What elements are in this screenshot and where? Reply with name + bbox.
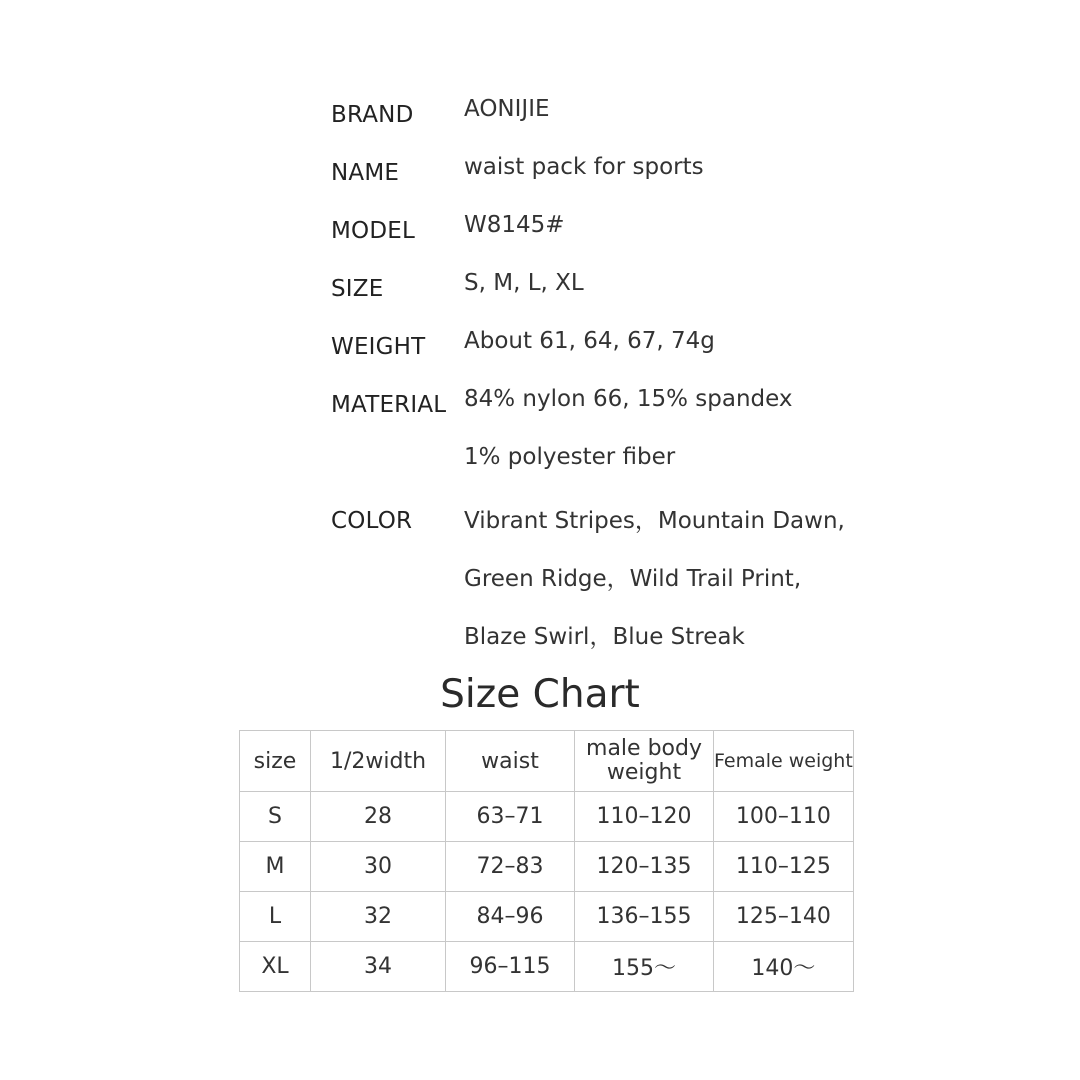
spec-row-color bbox=[331, 488, 931, 546]
table-cell: 140～ bbox=[714, 942, 854, 992]
spec-row-color-cont bbox=[331, 546, 931, 604]
table-row bbox=[240, 942, 854, 992]
spec-label: BRAND bbox=[331, 102, 414, 128]
spec-row-weight bbox=[331, 314, 931, 372]
spec-value: 84% nylon 66, 15% spandex bbox=[464, 386, 793, 412]
table-cell: 34 bbox=[311, 942, 446, 992]
spec-label: COLOR bbox=[331, 508, 413, 534]
header-size: size bbox=[240, 731, 311, 792]
table-cell: 72–83 bbox=[446, 842, 575, 892]
table-cell: 28 bbox=[311, 792, 446, 842]
spec-row-material bbox=[331, 372, 931, 430]
spec-row-name bbox=[331, 140, 931, 198]
table-cell: 63–71 bbox=[446, 792, 575, 842]
spec-label: MODEL bbox=[331, 218, 416, 244]
table-cell: 84–96 bbox=[446, 892, 575, 942]
spec-value: Vibrant Stripes，Mountain Dawn, bbox=[464, 508, 845, 534]
table-cell: S bbox=[240, 792, 311, 842]
table-header-row bbox=[240, 731, 854, 792]
table-cell: 110–125 bbox=[714, 842, 854, 892]
table-cell: M bbox=[240, 842, 311, 892]
spec-value: AONIJIE bbox=[464, 96, 550, 122]
spec-value: S, M, L, XL bbox=[464, 270, 584, 296]
table-cell: 30 bbox=[311, 842, 446, 892]
spec-value: waist pack for sports bbox=[464, 154, 704, 180]
table-row bbox=[240, 842, 854, 892]
spec-label: NAME bbox=[331, 160, 400, 186]
spec-row-material-cont bbox=[331, 430, 931, 488]
spec-row-color-cont bbox=[331, 604, 931, 662]
table-cell: 125–140 bbox=[714, 892, 854, 942]
table-cell: 155～ bbox=[575, 942, 714, 992]
size-chart-table bbox=[239, 730, 854, 992]
spec-label: WEIGHT bbox=[331, 334, 426, 360]
header-female-weight: Female weight bbox=[714, 731, 854, 792]
spec-value: Green Ridge，Wild Trail Print, bbox=[464, 566, 802, 592]
table-cell: 100–110 bbox=[714, 792, 854, 842]
table-cell: 136–155 bbox=[575, 892, 714, 942]
spec-value: About 61, 64, 67, 74g bbox=[464, 328, 715, 354]
spec-row-size bbox=[331, 256, 931, 314]
spec-row-brand bbox=[331, 82, 931, 140]
spec-value: W8145# bbox=[464, 212, 565, 238]
spec-value: Blaze Swirl，Blue Streak bbox=[464, 624, 745, 650]
table-cell: L bbox=[240, 892, 311, 942]
table-row bbox=[240, 892, 854, 942]
size-chart-title: Size Chart bbox=[440, 672, 640, 717]
table-cell: 110–120 bbox=[575, 792, 714, 842]
header-half-width: 1/2width bbox=[311, 731, 446, 792]
header-male-weight: male body weight bbox=[575, 731, 714, 792]
table-cell: 120–135 bbox=[575, 842, 714, 892]
header-waist: waist bbox=[446, 731, 575, 792]
table-cell: 32 bbox=[311, 892, 446, 942]
table-row bbox=[240, 792, 854, 842]
spec-label: SIZE bbox=[331, 276, 384, 302]
spec-label: MATERIAL bbox=[331, 392, 447, 418]
table-cell: 96–115 bbox=[446, 942, 575, 992]
spec-value: 1% polyester fiber bbox=[464, 444, 676, 470]
spec-row-model bbox=[331, 198, 931, 256]
table-cell: XL bbox=[240, 942, 311, 992]
spec-list bbox=[331, 82, 931, 662]
